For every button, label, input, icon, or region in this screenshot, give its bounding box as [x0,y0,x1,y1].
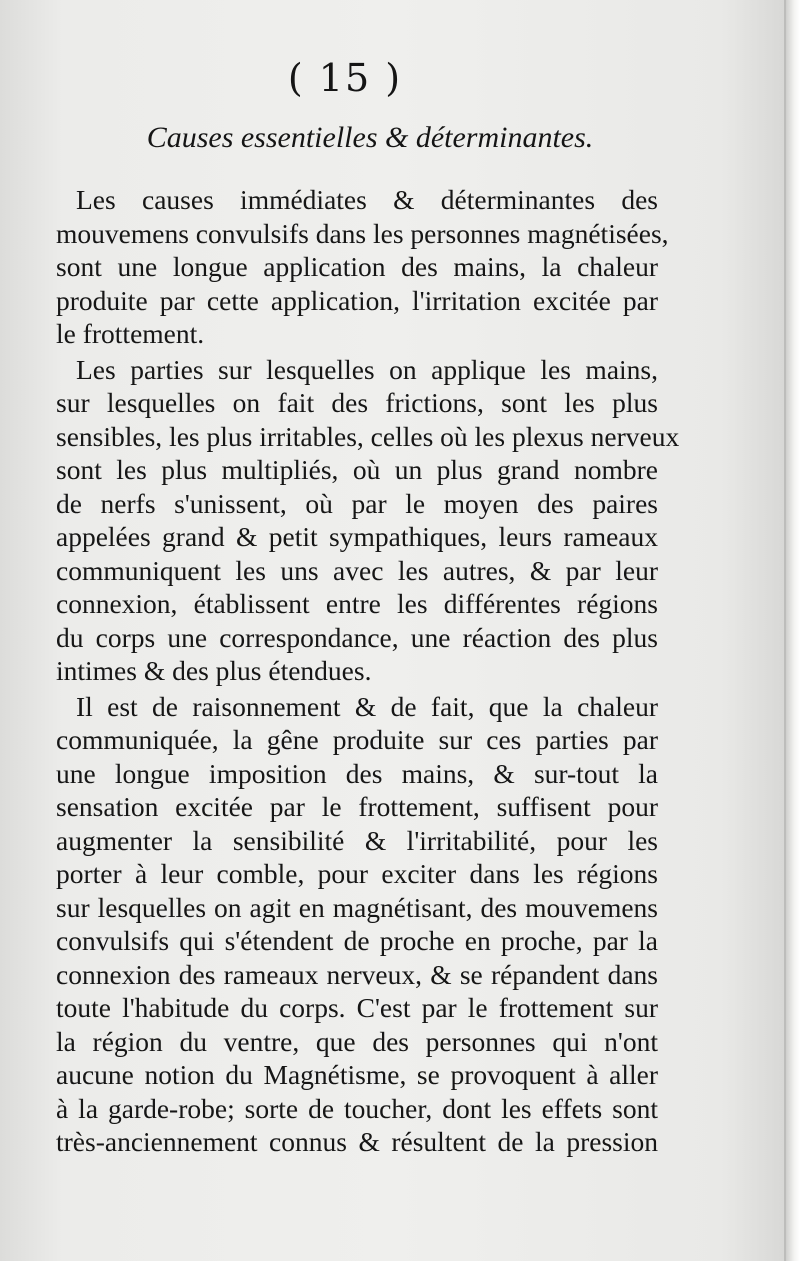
text-line: aucune notion du Magnétisme, se provoquent à aller [56,1059,658,1090]
text-line: à la garde-robe; sorte de toucher, dont les effets sont [56,1092,658,1124]
paragraph-1 [56,183,669,351]
page-number: ( 15 ) [287,56,403,100]
text-line: intimes & des plus étendues. [56,655,372,686]
text-line: du corps une correspondance, une réaction des plus [56,621,658,653]
text-line: produite par cette application, l'irritation excitée par [56,284,658,316]
body-text [56,183,680,1159]
text-line: sont une longue application des mains, la chaleur [56,251,658,282]
text-line: mouvemens convulsifs dans les personnes magnétisées, [56,217,669,249]
text-line: Les causes immédiates & déterminantes des [76,184,658,215]
text-line: la région du ventre, que des personnes qui n'ont [56,1025,658,1057]
text-line: appelées grand & petit sympathiques, leurs rameaux [56,521,658,552]
text-line: sur lesquelles on fait des frictions, sont les plus [56,387,658,418]
text-line: sont les plus multipliés, où un plus grand nombre [56,454,658,485]
text-line: convulsifs qui s'étendent de proche en proche, par la [56,925,658,956]
text-line: communiquée, la gêne produite sur ces parties par [56,724,658,755]
page-edge [786,0,800,1261]
text-line: de nerfs s'unissent, où par le moyen des paires [56,487,658,519]
text-line: connexion des rameaux nerveux, & se répandent dans [56,958,658,990]
text-line: porter à leur comble, pour exciter dans les régions [56,858,658,889]
paragraph-2 [56,353,680,688]
text-line: toute l'habitude du corps. C'est par le frottement sur [56,992,658,1023]
text-line: une longue imposition des mains, & sur-tout la [56,757,658,789]
text-line: sur lesquelles on agit en magnétisant, des mouvemens [56,891,658,923]
text-line: le frottement. [56,318,205,349]
text-line: connexion, établissent entre les différentes régions [56,588,658,619]
text-line: sensation excitée par le frottement, suffisent pour [56,791,658,822]
section-title: Causes essentielles & déterminantes. [146,121,594,154]
text-line: sensibles, les plus irritables, celles où les plexus nerveux [56,420,680,452]
text-line: Il est de raisonnement & de fait, que la chaleur [76,690,658,722]
text-line: très-anciennement connus & résultent de la pression [56,1126,658,1157]
paragraph-3 [56,690,658,1159]
text-line: augmenter la sensibilité & l'irritabilité, pour les [56,824,658,856]
text-line: Les parties sur lesquelles on applique les mains, [76,353,658,385]
text-line: communiquent les uns avec les autres, & par leur [56,554,658,586]
